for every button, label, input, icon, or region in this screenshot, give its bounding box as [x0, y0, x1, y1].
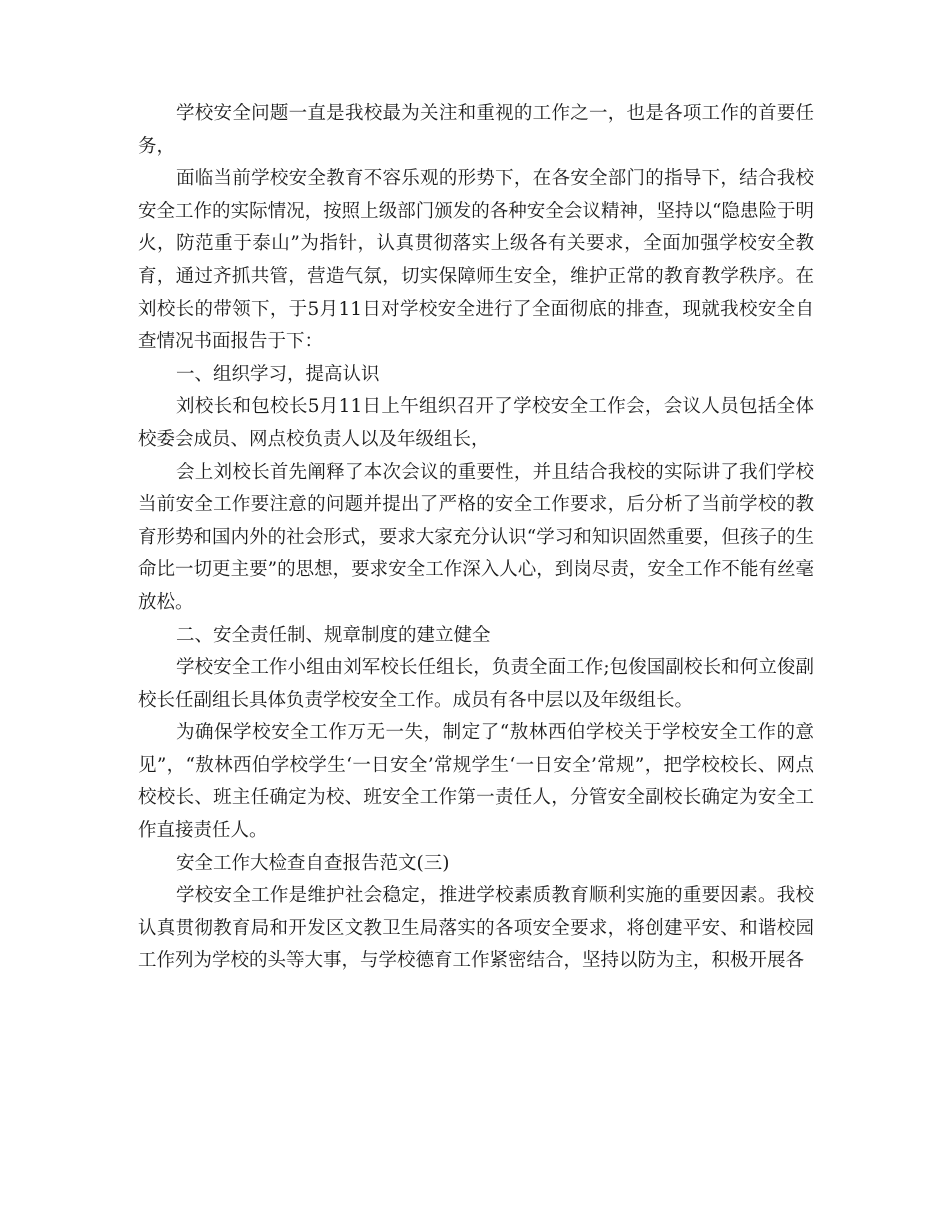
paragraph-intro: 学校安全问题一直是我校最为关注和重视的工作之一，也是各项工作的首要任务， — [138, 103, 814, 157]
paragraph-regulations: 为确保学校安全工作万无一失，制定了“敖林西伯学校关于学校安全工作的意见”，“敖林西伯学校学生‘一日安全’常规学生‘一日安全’常规”，把学校校长、网点校校长、班主任确定为校、班安全工作第一责任人，分管安全副校长确定为安全工作直接责任人。 — [138, 722, 814, 842]
section-heading-3: 安全工作大检查自查报告范文(三) — [176, 852, 450, 874]
paragraph-meeting: 刘校长和包校长5月11日上午组织召开了学校安全工作会，会议人员包括全体校委会成员、网点校负责人以及年级组长， — [138, 396, 814, 450]
document-body — [138, 98, 814, 978]
paragraph-meeting-details: 会上刘校长首先阐释了本次会议的重要性，并且结合我校的实际讲了我们学校当前安全工作要注意的问题并提出了严格的安全工作要求，后分析了当前学校的教育形势和国内外的社会形式，要求大家充分认识“学习和知识固然重要，但孩子的生命比一切更主要”的思想，要求安全工作深入人心，到岗尽责，安全工作不能有丝毫放松。 — [138, 461, 814, 613]
paragraph-safety-importance: 学校安全工作是维护社会稳定，推进学校素质教育顺利实施的重要因素。我校认真贯彻教育局和开发区文教卫生局落实的各项安全要求，将创建平安、和谐校园工作列为学校的头等大事，与学校德育工作紧密结合，坚持以防为主，积极开展各 — [138, 885, 814, 972]
section-heading-2: 二、安全责任制、规章制度的建立健全 — [176, 624, 491, 646]
paragraph-safety-group: 学校安全工作小组由刘军校长任组长，负责全面工作;包俊国副校长和何立俊副校长任副组长具体负责学校安全工作。成员有各中层以及年级组长。 — [138, 657, 814, 711]
paragraph-situation: 面临当前学校安全教育不容乐观的形势下，在各安全部门的指导下，结合我校安全工作的实际情况，按照上级部门颁发的各种安全会议精神，坚持以“隐患险于明火，防范重于泰山”为指针，认真贯彻落实上级各有关要求，全面加强学校安全教育，通过齐抓共管，营造气氛，切实保障师生安全，维护正常的教育教学秩序。在刘校长的带领下，于5月11日对学校安全进行了全面彻底的排查，现就我校安全自查情况书面报告于下： — [138, 168, 814, 353]
section-heading-1: 一、组织学习，提高认识 — [176, 363, 380, 385]
